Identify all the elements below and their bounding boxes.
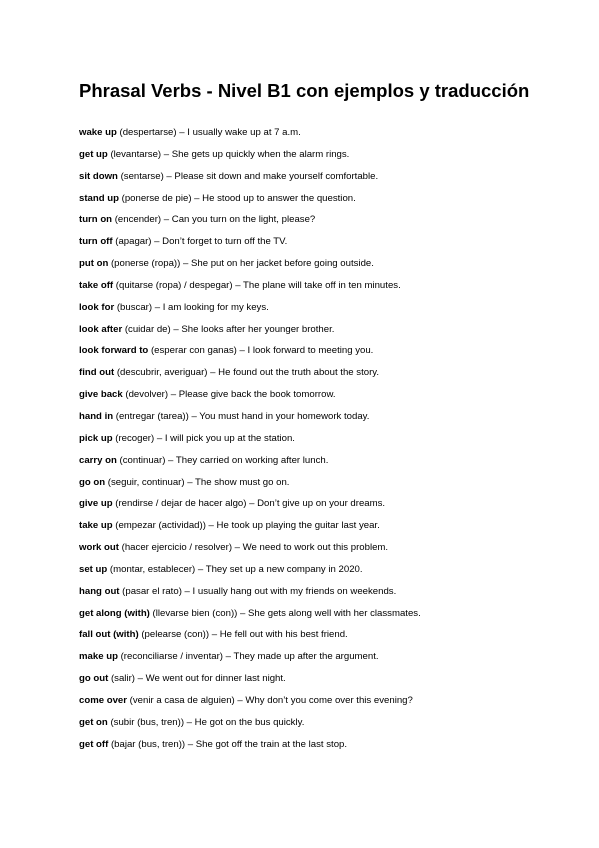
translation-example: (hacer ejercicio / resolver) – We need to work out this problem.: [118, 542, 389, 554]
phrasal-verb: put on: [79, 258, 109, 270]
list-item: [79, 716, 579, 738]
translation-example: (recoger) – I will pick you up at the station.: [112, 432, 295, 444]
translation-example: (cuidar de) – She looks after her younger brother.: [122, 323, 335, 335]
translation-example: (continuar) – They carried on working after lunch.: [116, 454, 329, 466]
translation-example: (ponerse (ropa)) – She put on her jacket before going outside.: [108, 258, 374, 270]
phrasal-verb: get on: [79, 716, 108, 728]
list-item: [79, 344, 579, 366]
list-item: [79, 148, 579, 170]
phrasal-verb: pick up: [79, 432, 113, 444]
translation-example: (esperar con ganas) – I look forward to meeting you.: [148, 345, 374, 357]
translation-example: (venir a casa de alguien) – Why don’t you come over this evening?: [127, 694, 413, 706]
list-item: [79, 607, 579, 629]
phrasal-verb: wake up: [79, 127, 117, 138]
phrasal-verb: sit down: [79, 170, 118, 182]
phrasal-verb: hang out: [79, 585, 120, 597]
phrasal-verb: look after: [79, 323, 123, 335]
phrasal-verb: look forward to: [79, 345, 149, 357]
phrasal-verb: come over: [79, 694, 127, 706]
list-item: [79, 650, 579, 672]
phrasal-verb: work out: [79, 542, 119, 554]
list-item: [79, 432, 579, 454]
translation-example: (despertarse) – I usually wake up at 7 a.m.: [116, 127, 301, 138]
phrasal-verb: get up: [79, 148, 108, 160]
list-item: [79, 366, 579, 388]
translation-example: (pasar el rato) – I usually hang out with my friends on weekends.: [119, 585, 397, 597]
list-item: [79, 672, 579, 694]
phrasal-verb: go on: [79, 476, 106, 488]
list-item: [79, 323, 579, 345]
list-item: [79, 519, 579, 541]
list-item: [79, 235, 579, 257]
translation-example: (llevarse bien (con)) – She gets along well with her classmates.: [149, 607, 421, 619]
translation-example: (sentarse) – Please sit down and make yourself comfortable.: [117, 170, 379, 182]
phrasal-verb: make up: [79, 651, 118, 663]
translation-example: (montar, establecer) – They set up a new company in 2020.: [107, 563, 363, 575]
list-item: [79, 388, 579, 410]
list-item: [79, 738, 579, 760]
translation-example: (pelearse (con)) – He fell out with his best friend.: [138, 629, 348, 641]
phrasal-verb: take off: [79, 279, 114, 291]
list-item: [79, 694, 579, 716]
list-item: [79, 454, 579, 476]
phrasal-verb: take up: [79, 520, 113, 532]
list-item: [79, 541, 579, 563]
list-item: [79, 257, 579, 279]
page-title: Phrasal Verbs - Nivel B1 con ejemplos y traducción: [79, 80, 530, 101]
list-item: [79, 563, 579, 585]
translation-example: (buscar) – I am looking for my keys.: [114, 301, 269, 313]
phrasal-verb: set up: [79, 563, 108, 575]
translation-example: (entregar (tarea)) – You must hand in your homework today.: [113, 410, 370, 422]
translation-example: (descubrir, averiguar) – He found out the truth about the story.: [114, 367, 380, 379]
phrasal-verb: give back: [79, 389, 123, 401]
list-item: [79, 126, 579, 148]
translation-example: (bajar (bus, tren)) – She got off the train at the last stop.: [108, 738, 348, 750]
phrasal-verb: turn off: [79, 236, 113, 248]
list-item: [79, 628, 579, 650]
phrasal-verb: go out: [79, 673, 109, 685]
translation-example: (salir) – We went out for dinner last night.: [108, 673, 286, 685]
phrasal-verb: fall out (with): [79, 629, 139, 641]
translation-example: (ponerse de pie) – He stood up to answer the question.: [118, 192, 356, 204]
phrasal-verb: carry on: [79, 454, 117, 466]
phrasal-verb: stand up: [79, 192, 119, 204]
translation-example: (reconciliarse / inventar) – They made up after the argument.: [117, 651, 379, 663]
list-item: [79, 301, 579, 323]
translation-example: (levantarse) – She gets up quickly when the alarm rings.: [107, 148, 350, 160]
phrasal-verb-list: [79, 126, 579, 759]
translation-example: (subir (bus, tren)) – He got on the bus quickly.: [107, 716, 305, 728]
list-item: [79, 192, 579, 214]
translation-example: (quitarse (ropa) / despegar) – The plane will take off in ten minutes.: [113, 279, 401, 291]
translation-example: (rendirse / dejar de hacer algo) – Don’t give up on your dreams.: [112, 498, 386, 510]
phrasal-verb: give up: [79, 498, 113, 510]
list-item: [79, 410, 579, 432]
list-item: [79, 476, 579, 498]
phrasal-verb: get off: [79, 738, 109, 750]
translation-example: (empezar (actividad)) – He took up playing the guitar last year.: [112, 520, 380, 532]
translation-example: (encender) – Can you turn on the light, please?: [112, 214, 316, 226]
translation-example: (devolver) – Please give back the book tomorrow.: [122, 389, 336, 401]
list-item: [79, 213, 579, 235]
translation-example: (apagar) – Don’t forget to turn off the TV.: [112, 236, 288, 248]
phrasal-verb: get along (with): [79, 607, 150, 619]
list-item: [79, 497, 579, 519]
list-item: [79, 585, 579, 607]
phrasal-verb: find out: [79, 367, 115, 379]
translation-example: (seguir, continuar) – The show must go on.: [105, 476, 290, 488]
list-item: [79, 279, 579, 301]
phrasal-verb: look for: [79, 301, 115, 313]
list-item: [79, 170, 579, 192]
phrasal-verb: hand in: [79, 410, 114, 422]
phrasal-verb: turn on: [79, 214, 113, 226]
